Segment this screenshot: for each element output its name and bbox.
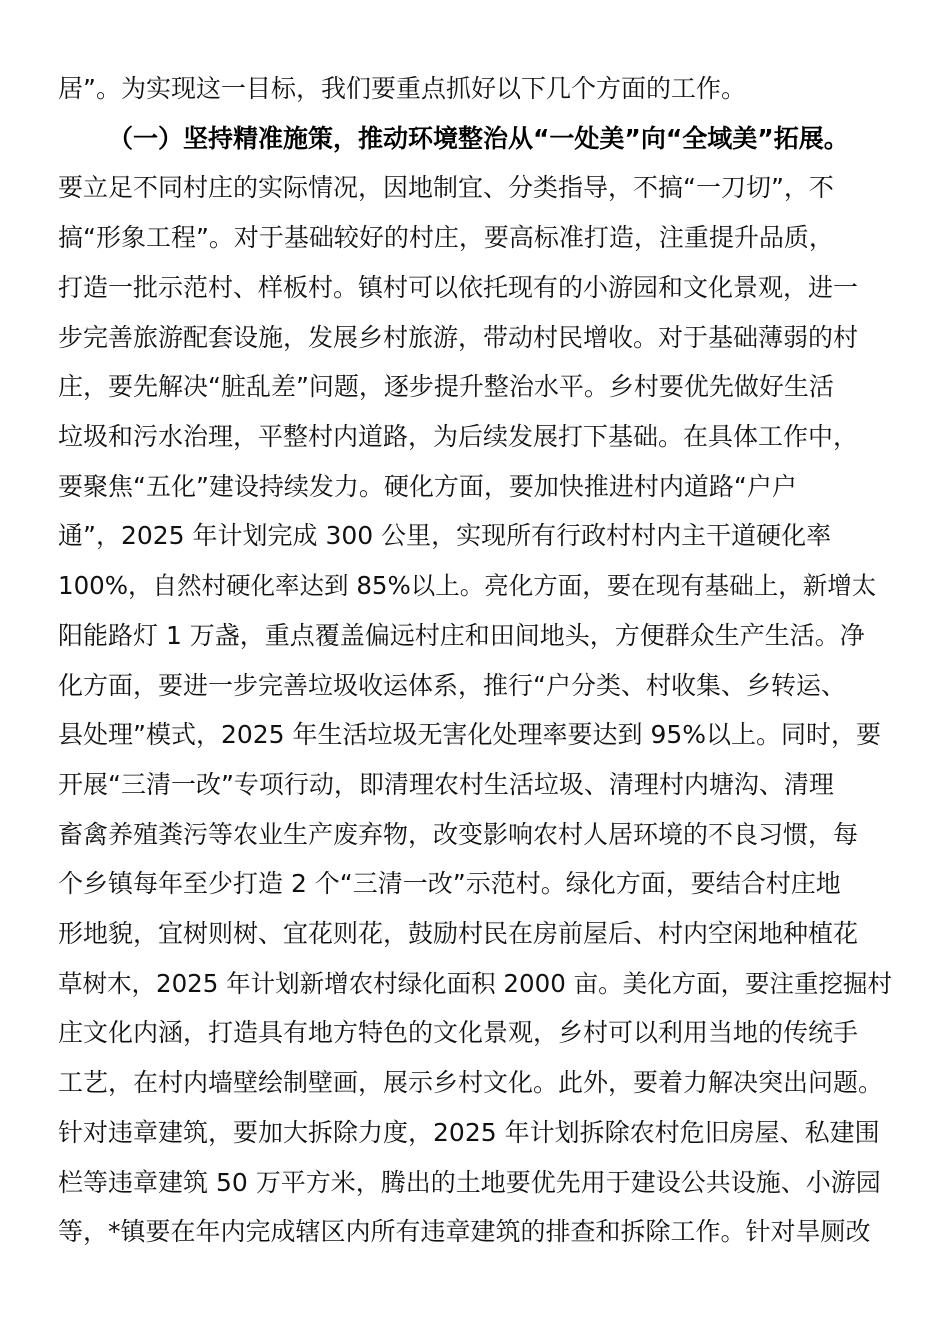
- body-line: 针对违章建筑，要加大拆除力度，2025 年计划拆除农村危旧房屋、私建围: [58, 1118, 880, 1147]
- body-line: 个乡镇每年至少打造 2 个“三清一改”示范村。绿化方面，要结合村庄地: [58, 869, 841, 898]
- body-line: 阳能路灯 1 万盏，重点覆盖偏远村庄和田间地头，方便群众生产生活。净: [58, 621, 865, 650]
- body-line: 庄，要先解决“脏乱差”问题，逐步提升整治水平。乡村要优先做好生活: [58, 372, 834, 401]
- body-line: 形地貌，宜树则树、宜花则花，鼓励村民在房前屋后、村内空闲地种植花: [58, 919, 859, 948]
- body-line: 等，*镇要在年内完成辖区内所有违章建筑的排查和拆除工作。针对旱厕改: [58, 1217, 871, 1246]
- body-line: 要立足不同村庄的实际情况，因地制宜、分类指导，不搞“一刀切”，不: [58, 173, 834, 202]
- body-line: 垃圾和污水治理，平整村内道路，为后续发展打下基础。在具体工作中，: [58, 422, 859, 451]
- section-heading: （一）坚持精准施策，推动环境整治从“一处美”向“全域美”拓展。: [108, 124, 849, 153]
- body-line: 100%，自然村硬化率达到 85%以上。亮化方面，要在现有基础上，新增太: [58, 571, 877, 600]
- body-line: 草树木，2025 年计划新增农村绿化面积 2000 亩。美化方面，要注重挖掘村: [58, 969, 893, 998]
- intro-line: 居”。为实现这一目标，我们要重点抓好以下几个方面的工作。: [58, 74, 746, 103]
- body-line: 通”，2025 年计划完成 300 公里，实现所有行政村村内主干道硬化率: [58, 521, 832, 550]
- body-line: 步完善旅游配套设施，发展乡村旅游，带动村民增收。对于基础薄弱的村: [58, 323, 859, 352]
- body-line: 要聚焦“五化”建设持续发力。硬化方面，要加快推进村内道路“户户: [58, 472, 797, 501]
- body-line: 搞“形象工程”。对于基础较好的村庄，要高标准打造，注重提升品质，: [58, 223, 834, 252]
- body-line: 栏等违章建筑 50 万平方米，腾出的土地要优先用于建设公共设施、小游园: [58, 1168, 881, 1197]
- body-line: 开展“三清一改”专项行动，即清理农村生活垃圾、清理村内塘沟、清理: [58, 770, 834, 799]
- body-line: 县处理”模式，2025 年生活垃圾无害化处理率要达到 95%以上。同时，要: [58, 720, 882, 749]
- body-line: 庄文化内涵，打造具有地方特色的文化景观，乡村可以利用当地的传统手: [58, 1018, 859, 1047]
- body-line: 化方面，要进一步完善垃圾收运体系，推行“户分类、村收集、乡转运、: [58, 671, 846, 700]
- body-line: 打造一批示范村、样板村。镇村可以依托现有的小游园和文化景观，进一: [58, 273, 859, 302]
- body-line: 畜禽养殖粪污等农业生产废弃物，改变影响农村人居环境的不良习惯，每: [58, 820, 859, 849]
- body-line: 工艺，在村内墙壁绘制壁画，展示乡村文化。此外，要着力解决突出问题。: [58, 1068, 884, 1097]
